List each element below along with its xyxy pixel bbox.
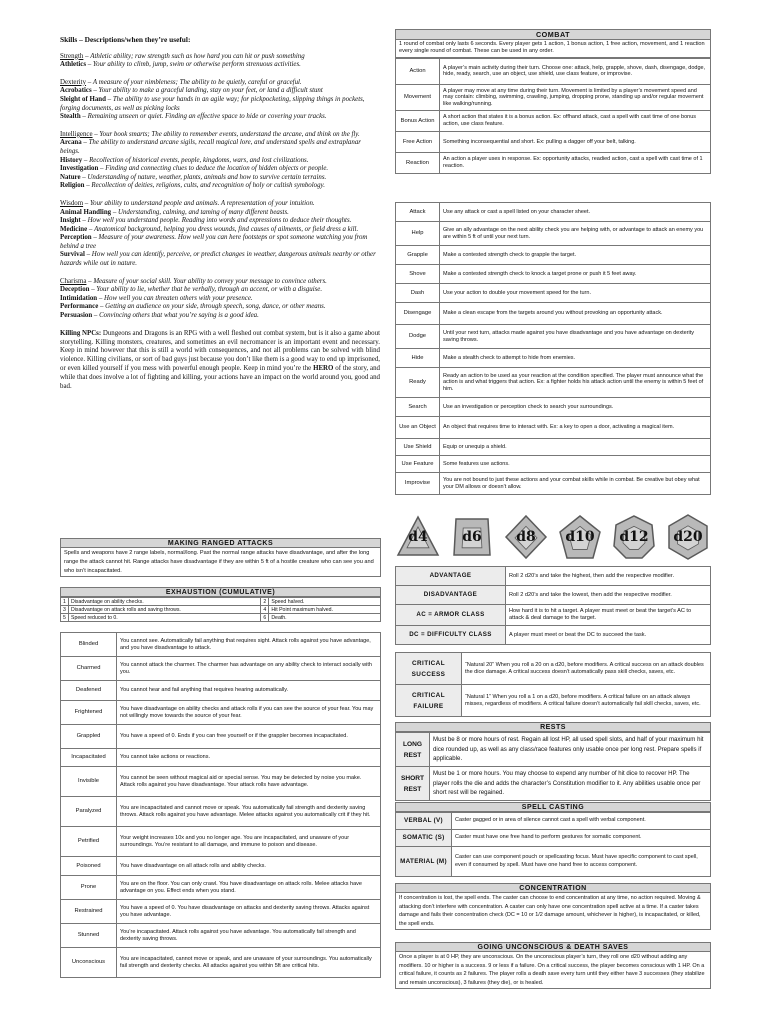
combat-row-label: Reaction <box>396 152 440 173</box>
roll-row-text: A player must meet or beat the DC to succeed the task. <box>506 626 711 645</box>
condition-row-text: You are incapacitated, cannot move or speak, and are unaware of your surroundings. You automatically fail strength and dexterity checks. All attacks against you within 5ft are critical hits. <box>117 948 381 978</box>
condition-row <box>61 701 381 725</box>
exhaustion-title: EXHAUSTION (CUMULATIVE) <box>60 587 381 597</box>
spell-component-row-label: VERBAL (V) <box>396 813 452 830</box>
combat-row-label: Bonus Action <box>396 110 440 131</box>
spell-component-row-text: Caster gagged or in area of silence cannot cast a spell with verbal component. <box>452 813 711 830</box>
condition-row-text: You cannot attack the charmer. The charmer has advantage on any ability check to interact socially with you. <box>117 657 381 681</box>
spellcasting-box <box>395 802 711 877</box>
action-row <box>396 265 711 284</box>
action-row-label: Dash <box>396 284 440 303</box>
spellcasting-title: SPELL CASTING <box>395 802 711 812</box>
action-row-label: Use Shield <box>396 439 440 456</box>
condition-row-label: Frightened <box>61 701 117 725</box>
combat-row-label: Free Action <box>396 131 440 152</box>
action-row <box>396 284 711 303</box>
action-row-text: Use any attack or cast a spell listed on your character sheet. <box>440 203 711 222</box>
condition-row-text: You have disadvantage on all attack rolls and ability checks. <box>117 857 381 876</box>
conditions-box <box>60 632 381 978</box>
skill-line <box>60 226 380 235</box>
die-label: d20 <box>673 529 703 545</box>
dice-row <box>395 514 711 562</box>
skill-name: Sleight of Hand <box>60 95 106 103</box>
die-label: d12 <box>619 529 649 545</box>
exhaustion-table <box>60 597 381 622</box>
action-row <box>396 473 711 495</box>
ability-line <box>60 79 380 88</box>
rest-row-text: Must be 1 or more hours. You may choose to expend any number of hit dice to recover HP. The player rolls the die and adds the character’s Constitution modifier to it. Any abilities usable once per short rest will be regained. <box>430 767 711 801</box>
exhaustion-level: 2 <box>261 598 269 606</box>
skill-name: History <box>60 156 83 164</box>
skill-separator: – <box>82 156 90 164</box>
roll-row-label: AC = ARMOR CLASS <box>396 605 506 626</box>
combat-table <box>395 58 711 174</box>
action-row-label: Disengage <box>396 303 440 325</box>
condition-row-text: You have disadvantage on ability checks and attack rolls if you can see the source of your fear. You may not willingly move towards the source of your fear. <box>117 701 381 725</box>
action-row <box>396 368 711 398</box>
ability-line <box>60 200 380 209</box>
roll-row <box>396 605 711 626</box>
combat-row <box>396 84 711 110</box>
condition-row-label: Restrained <box>61 900 117 924</box>
skill-separator: – <box>80 217 88 225</box>
condition-row <box>61 749 381 767</box>
spell-component-row-text: Caster can use component pouch or spellcasting focus. Must have specific component to cast spell, even if consumed by spell. Must have one hand free to access component. <box>452 847 711 877</box>
skill-separator: – <box>92 312 100 320</box>
skill-line <box>60 157 380 166</box>
exhaustion-effect: Death. <box>269 614 381 622</box>
combat-intro: 1 round of combat only lasts 6 seconds. Every player gets 1 action, 1 bonus action, 1 free action, movement, and 1 reaction every single round of combat. These can be used in any order. <box>395 40 711 58</box>
exhaustion-level: 6 <box>261 614 269 622</box>
combat-row-text: A player may move at any time during their turn. Movement is limited by a player’s movement speed and may contain: climbing, swimming, crawling, jumping, dropping prone, standing up and/or regular movement like walking/running. <box>440 84 711 110</box>
skill-line <box>60 303 380 312</box>
condition-row <box>61 857 381 876</box>
skill-line <box>60 165 380 174</box>
roll-row-label: ADVANTAGE <box>396 567 506 586</box>
skill-description: Anatomical background, helping you dress wounds, find causes of ailments, or field dress a kill. <box>94 225 359 233</box>
action-row-label: Search <box>396 398 440 417</box>
exhaustion-row <box>61 598 381 606</box>
ability-description: Measure of your social skill. Your ability to convey your message to convince others. <box>93 277 327 285</box>
skill-name: Investigation <box>60 165 99 173</box>
combat-row-label: Action <box>396 58 440 84</box>
roll-row <box>396 567 711 586</box>
ability-separator: – <box>86 78 93 86</box>
d12-die-icon <box>611 514 657 560</box>
condition-row-text: You are on the floor. You can only crawl. You have disadvantage on attack rolls. Melee attacks have advantage on you. Effect ends when you stand. <box>117 876 381 900</box>
skill-separator: – <box>98 303 106 311</box>
skill-description: Measure of your awareness. How well you can here footsteps or spot someone watching you from behind a tree <box>60 234 368 250</box>
condition-row-text: You cannot take actions or reactions. <box>117 749 381 767</box>
ability-separator: – <box>83 52 91 60</box>
skill-line <box>60 209 380 218</box>
roll-row <box>396 626 711 645</box>
action-row-text: Make a contested strength check to grapple the target. <box>440 246 711 265</box>
skill-name: Animal Handling <box>60 208 112 216</box>
ranged-attacks-title: MAKING RANGED ATTACKS <box>60 538 381 548</box>
skill-name: Religion <box>60 182 85 190</box>
skill-separator: – <box>89 286 97 294</box>
skill-separator: – <box>87 225 95 233</box>
condition-row-text: You’re incapacitated. Attack rolls against you have advantage. You automatically fail strength and dexterity saving throws. <box>117 924 381 948</box>
action-row-text: Make a stealth check to attempt to hide from enemies. <box>440 349 711 368</box>
rolls-table <box>395 566 711 645</box>
skill-separator: – <box>91 87 99 95</box>
skill-description: Getting an audience on your side, through speech, song, dance, or other means. <box>105 303 326 311</box>
skill-separator: – <box>80 173 88 181</box>
condition-row-label: Stunned <box>61 924 117 948</box>
combat-title: COMBAT <box>395 29 711 40</box>
critical-row-text: “Natural 1” When you roll a 1 on a d20, before modifiers. A critical failure on an attack always misses, regardless of modifiers. A critical failure doesn’t automatically fail skill checks, saves, etc. <box>462 685 711 717</box>
skill-line <box>60 251 380 268</box>
action-row-label: Use an Object <box>396 417 440 439</box>
spellcasting-table <box>395 812 711 877</box>
skill-name: Athletics <box>60 61 87 69</box>
condition-row-text: You are incapacitated and cannot move or speak. You automatically fail strength and dexterity saving throws. Attack rolls against you have advantage. Melee attacks against you automatically crit if they hit. <box>117 797 381 827</box>
condition-row-text: You cannot hear and fail anything that requires hearing automatically. <box>117 681 381 701</box>
ability-separator: – <box>86 277 94 285</box>
action-row-text: Use an investigation or perception check to search your surroundings. <box>440 398 711 417</box>
skill-line <box>60 139 380 156</box>
action-row-label: Ready <box>396 368 440 398</box>
rests-box <box>395 722 711 801</box>
skill-description: How well you understand people. Reading into words and expressions to deduce their thoughts. <box>87 217 352 225</box>
condition-row <box>61 725 381 749</box>
skill-description: Your ability to climb, jump, swim or otherwise perform strenuous activities. <box>92 61 301 69</box>
skill-line <box>60 96 380 113</box>
conditions-table <box>60 632 381 978</box>
action-row-text: Give an ally advantage on the next ability check you are helping with, or advantage to attack an enemy you are within 5 ft of until your next turn. <box>440 222 711 246</box>
condition-row <box>61 827 381 857</box>
condition-row-text: Your weight increases 10x and you no longer age. You are incapacitated, and unaware of your surroundings. You’re resistant to all damage, and immune to poison and disease. <box>117 827 381 857</box>
skill-line <box>60 295 380 304</box>
condition-row-label: Grappled <box>61 725 117 749</box>
combat-row <box>396 131 711 152</box>
action-row <box>396 417 711 439</box>
roll-row <box>396 586 711 605</box>
spell-component-row <box>396 830 711 847</box>
actions-table <box>395 202 711 495</box>
condition-row <box>61 900 381 924</box>
combat-row <box>396 152 711 173</box>
killing-text-b: of the story, and while that does involve a lot of fighting and killing, your actions have an impact on the world around you, good and bad. <box>60 365 380 391</box>
condition-row-label: Petrified <box>61 827 117 857</box>
exhaustion-level: 3 <box>61 606 69 614</box>
action-row <box>396 398 711 417</box>
skills-section <box>60 36 380 392</box>
skill-separator: – <box>81 139 89 147</box>
condition-row-label: Deafened <box>61 681 117 701</box>
roll-row-label: DC = DIFFICULTY CLASS <box>396 626 506 645</box>
condition-row-text: You cannot see. Automatically fail anything that requires sight. Attack rolls against you have advantage, and you have disadvantage to attack. <box>117 633 381 657</box>
action-row-text: Equip or unequip a shield. <box>440 439 711 456</box>
action-row-label: Dodge <box>396 325 440 349</box>
skill-name: Performance <box>60 303 99 311</box>
action-row-text: Until your next turn, attacks made against you have disadvantage and you have advantage on dexterity saving throws. <box>440 325 711 349</box>
combat-row-text: A player’s main activity during their turn. Choose one: attack, help, grapple, shove, dash, disengage, dodge, hide, ready, search, use an object, use shield, use class feature, or improvise. <box>440 58 711 84</box>
skill-description: Your ability to make a graceful landing, stay on your feet, or land a difficult stunt <box>98 87 323 95</box>
rest-row <box>396 767 711 801</box>
action-row <box>396 246 711 265</box>
combat-row-text: A short action that states it is a bonus action. Ex: offhand attack, cast a spell with cast time of one bonus action, use class feature. <box>440 110 711 131</box>
death-saves-box <box>395 942 711 989</box>
combat-row <box>396 58 711 84</box>
d4-die-icon <box>395 514 441 560</box>
ability-name: Dexterity <box>60 78 87 86</box>
exhaustion-level: 1 <box>61 598 69 606</box>
action-row-label: Shove <box>396 265 440 284</box>
action-row-text: You are not bound to just these actions and your combat skills while in combat. Be creative but obey what your DM allows or doesn’t allow. <box>440 473 711 495</box>
condition-row-label: Prone <box>61 876 117 900</box>
spell-component-row <box>396 847 711 877</box>
combat-row <box>396 110 711 131</box>
action-row-text: Ready an action to be used as your reaction at the condition specified. The player must announce what the action is and what triggers that action. Ex: a fighter holds his attack action until the enemy is within 5 feet of him. <box>440 368 711 398</box>
roll-row-text: Roll 2 d20’s and take the lowest, then add the respective modifier. <box>506 586 711 605</box>
condition-row <box>61 767 381 797</box>
condition-row <box>61 948 381 978</box>
skill-name: Deception <box>60 286 90 294</box>
action-row <box>396 349 711 368</box>
condition-row-label: Poisoned <box>61 857 117 876</box>
d20-die-icon <box>665 514 711 560</box>
death-saves-text: Once a player is at 0 HP, they are unconscious. On the unconscious player’s turn, they roll one d20 without adding any modifiers. 10 or higher is a success. 9 or less if a failure. On a critical success, the player becomes conscious with 1 HP. On a critical failure, it counts as 2 failures. The player rolls a death save every turn until they either have 3 successes (they stabilize and remain unconscious), 3 failures (they die), or is healed. <box>395 952 711 989</box>
skill-description: How well you can threaten others with your presence. <box>104 294 253 302</box>
skill-separator: – <box>84 182 92 190</box>
skill-name: Survival <box>60 251 85 259</box>
rest-row-label: SHORT REST <box>396 767 430 801</box>
death-saves-title: GOING UNCONSCIOUS & DEATH SAVES <box>395 942 711 952</box>
ability-description: Your ability to understand people and animals. A representation of your intuition. <box>89 199 315 207</box>
action-row <box>396 203 711 222</box>
spell-component-row-label: SOMATIC (S) <box>396 830 452 847</box>
ability-line <box>60 278 380 287</box>
action-row-text: Use your action to double your movement speed for the turn. <box>440 284 711 303</box>
exhaustion-level: 5 <box>61 614 69 622</box>
condition-row <box>61 924 381 948</box>
die-label: d10 <box>565 529 595 545</box>
killing-text-a: Dungeons and Dragons is an RPG with a well fleshed out combat system, but is it also a game about storytelling. Killing monsters, creatures, and sometimes an evil necromancer is an important event and necessary. Keep in mind however that this is still a world with consequences, and not all problems can be solved with blind violence. Killing civilians, or sort of bad guys just because you don’t like them is a good way to end up imprisoned, or even killed yourself if you mess with powerful enough people. Keep in mind you’re the <box>60 329 380 373</box>
critical-row-label: CRITICAL SUCCESS <box>396 653 462 685</box>
action-row-text: Make a clean escape from the targets around you without provoking an opportunity attack. <box>440 303 711 325</box>
concentration-box <box>395 883 711 930</box>
ability-name: Strength <box>60 52 84 60</box>
condition-row <box>61 797 381 827</box>
combat-row-text: An action a player uses in response. Ex: opportunity attacks, readied action, cast a spell with cast time of 1 reaction. <box>440 152 711 173</box>
hero-word: HERO <box>313 365 334 373</box>
action-row <box>396 222 711 246</box>
combat-box <box>395 29 711 174</box>
roll-row-text: How hard it is to hit a target. A player must meet or beat the target’s AC to attack & deal damage to the target. <box>506 605 711 626</box>
condition-row-label: Charmed <box>61 657 117 681</box>
skill-separator: – <box>111 208 119 216</box>
action-row-text: An object that requires time to interact with. Ex: a key to open a door, activating a magical item. <box>440 417 711 439</box>
skill-groups <box>60 53 380 321</box>
action-row-label: Grapple <box>396 246 440 265</box>
skill-line <box>60 286 380 295</box>
skill-line <box>60 182 380 191</box>
criticals-box <box>395 652 711 717</box>
ability-separator: – <box>83 199 90 207</box>
skill-group <box>60 200 380 269</box>
d6-die-icon <box>449 514 495 560</box>
concentration-text: If concentration is lost, the spell ends. The caster can choose to end concentration at any time, no action required. Moving & attacking don’t interfere with concentration. A caster can only have one concentration spell active at a time. If a caster takes damage and fails their concentration check (DC = 10 or 1/2 damage amount, whichever is higher), is incapacitated, or killed, the spell ends. <box>395 893 711 930</box>
skill-name: Stealth <box>60 113 81 121</box>
criticals-table <box>395 652 711 717</box>
rest-row <box>396 733 711 767</box>
spell-component-row-text: Caster must have one free hand to perform gestures for somatic component. <box>452 830 711 847</box>
action-row-label: Use Feature <box>396 456 440 473</box>
condition-row-text: You cannot be seen without magical aid or special sense. You may be detected by noise you make. Attack rolls against you have disadvantage. Your attack rolls have advantage. <box>117 767 381 797</box>
action-row-label: Improvise <box>396 473 440 495</box>
roll-row-text: Roll 2 d20’s and take the highest, then add the respective modifier. <box>506 567 711 586</box>
die-label: d8 <box>516 529 536 545</box>
exhaustion-effect: Speed halved. <box>269 598 381 606</box>
action-row <box>396 456 711 473</box>
d8-die-icon <box>503 514 549 560</box>
roll-row-label: DISADVANTAGE <box>396 586 506 605</box>
d10-die-icon <box>557 514 603 560</box>
action-row-text: Some features use actions. <box>440 456 711 473</box>
condition-row-label: Blinded <box>61 633 117 657</box>
exhaustion-level: 4 <box>261 606 269 614</box>
skill-separator: – <box>91 234 99 242</box>
skill-line <box>60 61 380 70</box>
skill-description: Recollection of deities, religions, cults, and recognition of holy or cultish symbology. <box>91 182 325 190</box>
skill-separator: – <box>84 251 92 259</box>
ability-line <box>60 53 380 62</box>
skill-name: Medicine <box>60 225 88 233</box>
ability-description: Your book smarts; The ability to remember events, understand the arcane, and think on the fly. <box>99 130 360 138</box>
skill-description: Recollection of historical events, people, kingdoms, wars, and lost civilizations. <box>89 156 309 164</box>
rolls-box <box>395 566 711 645</box>
exhaustion-effect: Disadvantage on ability checks. <box>69 598 261 606</box>
action-row-text: Make a contested strength check to knock a target prone or push it 5 feet away. <box>440 265 711 284</box>
skill-separator: – <box>98 165 106 173</box>
skill-line <box>60 217 380 226</box>
skill-description: Finding and connecting clues to deduce the location of hidden objects or people. <box>105 165 329 173</box>
condition-row-text: You have a speed of 0. Ends if you can free yourself or if the grappler becomes incapacitated. <box>117 725 381 749</box>
concentration-title: CONCENTRATION <box>395 883 711 893</box>
condition-row-label: Paralyzed <box>61 797 117 827</box>
critical-row <box>396 653 711 685</box>
action-row-label: Hide <box>396 349 440 368</box>
condition-row <box>61 633 381 657</box>
skill-separator: – <box>105 95 113 103</box>
skill-separator: – <box>97 294 105 302</box>
killing-npcs-paragraph <box>60 330 380 392</box>
skill-name: Acrobatics <box>60 87 92 95</box>
ranged-attacks-text: Spells and weapons have 2 range labels, normal/long. Past the normal range attacks have disadvantage, and after the long range the attack cannot hit. Range attacks have disadvantage if they are within 5 ft of a hostile creature who can see you and who isn’t incapacitated. <box>60 548 381 577</box>
skill-name: Persuasion <box>60 312 93 320</box>
ranged-attacks-box <box>60 538 381 577</box>
skill-description: The ability to understand arcane sigils, recall magical lore, and understand spells and extraplanar beings. <box>60 139 361 155</box>
condition-row-label: Incapacitated <box>61 749 117 767</box>
skill-group <box>60 53 380 70</box>
skill-name: Nature <box>60 173 81 181</box>
skill-description: How well you can identify, perceive, or predict changes in weather, dangerous animals nearby or other hazards while out in nature. <box>60 251 376 268</box>
ability-name: Intelligence <box>60 130 93 138</box>
skill-group <box>60 131 380 191</box>
skill-description: Convincing others that what you’re saying is a good idea. <box>99 312 259 320</box>
action-row <box>396 303 711 325</box>
ability-separator: – <box>92 130 100 138</box>
actions-box <box>395 202 711 495</box>
rest-row-text: Must be 8 or more hours of rest. Regain all lost HP, all used spell slots, and half of your maximum hit dice rounded up, as well as any class/race features only usable once per long rest. Prepare spells if applicable. <box>430 733 711 767</box>
exhaustion-effect: Speed reduced to 0. <box>69 614 261 622</box>
ability-line <box>60 131 380 140</box>
action-row-label: Attack <box>396 203 440 222</box>
ability-name: Charisma <box>60 277 87 285</box>
skill-name: Perception <box>60 234 92 242</box>
skill-line <box>60 312 380 321</box>
action-row <box>396 325 711 349</box>
condition-row <box>61 657 381 681</box>
skill-description: Your ability to lie, whether that be verbally, through an accent, or with a disguise. <box>96 286 323 294</box>
skill-name: Insight <box>60 217 81 225</box>
skill-separator: – <box>86 61 93 69</box>
skills-heading: Skills – Descriptions/when they’re useful: <box>60 35 191 44</box>
skill-description: Understanding, calming, and taming of many different beasts. <box>118 208 289 216</box>
skill-description: Understanding of nature, weather, plants, animals and how to survive certain terrains. <box>87 173 327 181</box>
skill-line <box>60 87 380 96</box>
skill-separator: – <box>80 113 88 121</box>
skill-group <box>60 278 380 321</box>
exhaustion-effect: Disadvantage on attack rolls and saving throws. <box>69 606 261 614</box>
spell-component-row <box>396 813 711 830</box>
skill-group <box>60 79 380 122</box>
rests-table <box>395 732 711 801</box>
exhaustion-row <box>61 614 381 622</box>
exhaustion-row <box>61 606 381 614</box>
skill-description: Remaining unseen or quiet. Finding an effective space to hide or covering your tracks. <box>87 113 327 121</box>
condition-row-label: Unconscious <box>61 948 117 978</box>
skill-name: Arcana <box>60 139 82 147</box>
die-label: d6 <box>462 529 482 545</box>
exhaustion-effect: Hit Point maximum halved. <box>269 606 381 614</box>
condition-row-text: You have a speed of 0. You have disadvantage on attacks and dexterity saving throws. Attacks against you have advantage. <box>117 900 381 924</box>
skill-line <box>60 113 380 122</box>
skill-line <box>60 174 380 183</box>
skill-name: Intimidation <box>60 294 98 302</box>
rests-title: RESTS <box>395 722 711 732</box>
combat-row-label: Movement <box>396 84 440 110</box>
critical-row-text: “Natural 20” When you roll a 20 on a d20, before modifiers. A critical success on an attack doubles the dice damage. A critical success doesn’t automatically pass skill checks, saves, etc. <box>462 653 711 685</box>
skill-line <box>60 234 380 251</box>
die-label: d4 <box>408 529 428 545</box>
action-row-label: Help <box>396 222 440 246</box>
exhaustion-box <box>60 587 381 622</box>
spell-component-row-label: MATERIAL (M) <box>396 847 452 877</box>
condition-row <box>61 876 381 900</box>
rest-row-label: LONG REST <box>396 733 430 767</box>
ability-name: Wisdom <box>60 199 84 207</box>
condition-row-label: Invisible <box>61 767 117 797</box>
ability-description: Athletic ability; raw strength such as how hard you can hit or push something <box>90 52 305 60</box>
action-row <box>396 439 711 456</box>
killing-npcs-title: Killing NPCs: <box>60 329 102 337</box>
ability-description: A measure of your nimbleness; The ability to be quietly, careful or graceful. <box>92 78 302 86</box>
skill-description: The ability to use your hands in an agile way; for pickpocketing, slipping things in pockets, forging documents, as well as picking locks <box>60 95 365 112</box>
critical-row-label: CRITICAL FAILURE <box>396 685 462 717</box>
combat-row-text: Something inconsequential and short. Ex: pulling a dagger off your belt, talking. <box>440 131 711 152</box>
condition-row <box>61 681 381 701</box>
critical-row <box>396 685 711 717</box>
